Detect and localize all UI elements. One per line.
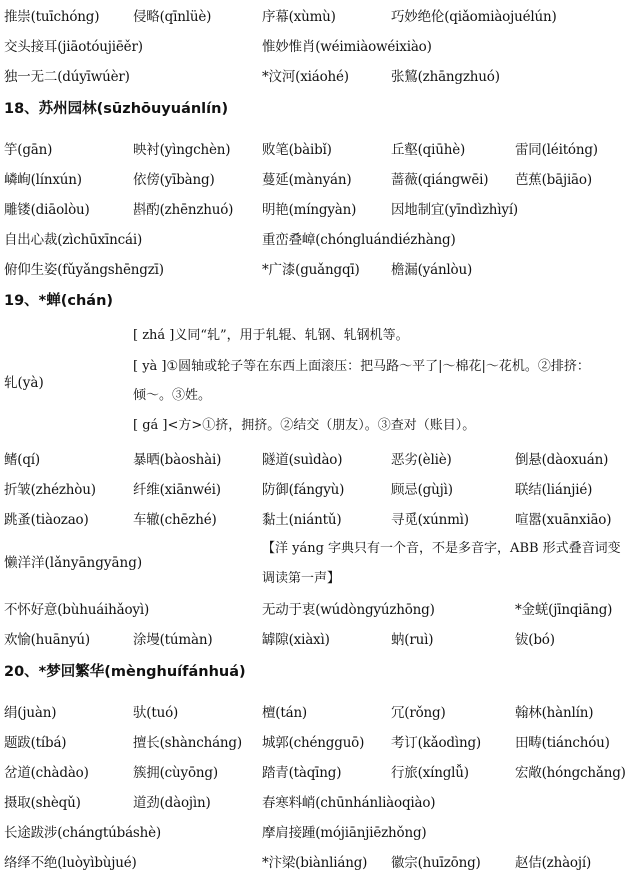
vocab-word: 檐漏(yánlòu) bbox=[391, 262, 473, 278]
section-18-heading: 18、苏州园林(sūzhōuyuánlín) bbox=[4, 101, 229, 117]
word-row bbox=[0, 473, 640, 503]
vocab-word: 暴晒(bàoshài) bbox=[133, 452, 222, 468]
vocab-word: 徽宗(huīzōng) bbox=[391, 855, 481, 871]
vocab-word: 长途跋涉(chángtúbáshè) bbox=[4, 825, 161, 841]
vocab-word: *汶河(xiáohé) bbox=[262, 69, 349, 85]
vocab-word: 重峦叠嶂(chóngluándiézhàng) bbox=[262, 232, 456, 248]
ya-definition-ya: [ yà ]①圆轴或轮子等在东西上面滚压：把马路～平了|～棉花|～花机。②排挤： bbox=[133, 359, 590, 374]
word-row bbox=[0, 253, 640, 283]
word-row bbox=[0, 193, 640, 223]
ya-definition-ga: [ gá ]<方>①挤，拥挤。②结交（朋友）。③查对（账目）。 bbox=[133, 418, 476, 433]
vocab-word: 欢愉(huānyú) bbox=[4, 632, 90, 648]
word-row bbox=[0, 503, 640, 533]
vocab-word: 摄取(shèqǔ) bbox=[4, 795, 81, 811]
vocab-word: 涂墁(túmàn) bbox=[133, 632, 213, 648]
vocab-word: 蚋(ruì) bbox=[391, 632, 434, 648]
vocab-word: 鳍(qí) bbox=[4, 452, 40, 468]
vocab-word: 蔷薇(qiángwēi) bbox=[391, 172, 489, 188]
vocab-word: 序幕(xùmù) bbox=[262, 9, 336, 25]
vocab-word: 隧道(suìdào) bbox=[262, 452, 343, 468]
vocab-word: 不怀好意(bùhuáihǎoyì) bbox=[4, 602, 150, 618]
vocab-word: 春寒料峭(chūnhánliàoqiào) bbox=[262, 795, 436, 811]
word-row bbox=[0, 623, 640, 653]
vocab-word: 城郭(chéngguō) bbox=[262, 735, 365, 751]
vocab-word: 张鶭(zhāngzhuó) bbox=[391, 69, 500, 85]
vocab-word: 明艳(míngyàn) bbox=[262, 202, 357, 218]
vocab-word: 考订(kǎodìng) bbox=[391, 735, 481, 751]
lanyangyang-note: 【洋 yáng 字典只有一个音，不是多音字，ABB 形式叠音词变 bbox=[262, 541, 621, 556]
vocab-word: 惟妙惟肖(wéimiàowéixiào) bbox=[262, 39, 432, 55]
vocab-word: 冗(rǒng) bbox=[391, 705, 446, 721]
vocab-word: 赵佶(zhàojí) bbox=[515, 855, 592, 871]
vocab-word: 因地制宜(yīndìzhìyí) bbox=[391, 202, 519, 218]
word-row bbox=[0, 30, 640, 60]
word-row bbox=[0, 443, 640, 473]
vocab-word: *广漆(guǎngqī) bbox=[262, 262, 360, 278]
vocab-word: 岔道(chàdào) bbox=[4, 765, 89, 781]
vocab-word: 恶劣(èliè) bbox=[391, 452, 452, 468]
vocab-word: 推崇(tuīchóng) bbox=[4, 9, 100, 25]
vocab-word: 丘壑(qiūhè) bbox=[391, 142, 466, 158]
vocab-word: 驮(tuó) bbox=[133, 705, 179, 721]
vocab-word: 踏青(tàqīng) bbox=[262, 765, 342, 781]
ya-word: 轧(yà) bbox=[4, 375, 44, 391]
vocab-word: 无动于衷(wúdòngyúzhōng) bbox=[262, 602, 435, 618]
word-row bbox=[0, 133, 640, 163]
vocab-word: 斟酌(zhēnzhuó) bbox=[133, 202, 234, 218]
vocab-word: 纤维(xiānwéi) bbox=[133, 482, 221, 498]
vocab-word: 宏敞(hóngchǎng) bbox=[515, 765, 626, 781]
vocab-word: 巧妙绝伦(qiǎomiàojuélún) bbox=[391, 9, 557, 25]
vocab-word: 蔓延(mànyán) bbox=[262, 172, 352, 188]
vocab-word: 防御(fángyù) bbox=[262, 482, 345, 498]
vocab-word: 侵略(qīnlüè) bbox=[133, 9, 212, 25]
vocab-word: 俯仰生姿(fǔyǎngshēngzī) bbox=[4, 262, 164, 278]
word-row bbox=[0, 223, 640, 253]
vocab-word: 败笔(bàibǐ) bbox=[262, 142, 332, 158]
vocab-word: 钹(bó) bbox=[515, 632, 555, 648]
word-row bbox=[0, 786, 640, 816]
vocab-word: 翰林(hànlín) bbox=[515, 705, 594, 721]
vocab-word: 映衬(yìngchèn) bbox=[133, 142, 231, 158]
vocab-word: 车辙(chēzhé) bbox=[133, 512, 217, 528]
vocab-word: 摩肩接踵(mójiānjiēzhǒng) bbox=[262, 825, 427, 841]
word-row bbox=[0, 696, 640, 726]
vocab-word: 倒悬(dàoxuán) bbox=[515, 452, 609, 468]
vocab-word: 题跋(tíbá) bbox=[4, 735, 67, 751]
vocab-word: *汴梁(biànliáng) bbox=[262, 855, 368, 871]
word-row bbox=[0, 593, 640, 623]
vocab-word: 嶙峋(línxún) bbox=[4, 172, 82, 188]
word-row bbox=[0, 163, 640, 193]
word-row bbox=[0, 756, 640, 786]
vocab-word: 雕镂(diāolòu) bbox=[4, 202, 90, 218]
word-row bbox=[0, 60, 640, 90]
vocab-word: 田畴(tiánchóu) bbox=[515, 735, 610, 751]
lanyangyang-word: 懒洋洋(lǎnyāngyāng) bbox=[4, 555, 143, 571]
vocab-word: 喧嚣(xuānxiāo) bbox=[515, 512, 612, 528]
vocab-word: *金蜣(jīnqiāng) bbox=[515, 602, 613, 618]
vocab-word: 络绎不绝(luòyìbùjué) bbox=[4, 855, 137, 871]
vocab-word: 芭蕉(bājiāo) bbox=[515, 172, 592, 188]
section-20-heading: 20、*梦回繁华(mènghuífánhuá) bbox=[4, 664, 246, 680]
ya-definition-zha: [ zhá ]义同“轧”，用于轧辊、轧钢、轧钢机等。 bbox=[133, 328, 409, 343]
vocab-word: 擅长(shàncháng) bbox=[133, 735, 242, 751]
vocab-word: 寻觅(xúnmì) bbox=[391, 512, 469, 528]
vocab-word: 交头接耳(jiāotóujiēěr) bbox=[4, 39, 143, 55]
vocab-word: 折皱(zhézhòu) bbox=[4, 482, 96, 498]
word-row bbox=[0, 0, 640, 30]
section-19-heading: 19、*蝉(chán) bbox=[4, 293, 114, 309]
vocab-word: 黏土(niántǔ) bbox=[262, 512, 342, 528]
lanyangyang-note-cont: 调读第一声】 bbox=[262, 571, 341, 586]
vocab-word: 绢(juàn) bbox=[4, 705, 57, 721]
word-row bbox=[0, 726, 640, 756]
word-row bbox=[0, 846, 640, 876]
word-row bbox=[0, 816, 640, 846]
ya-definition-ya-cont: 倾～。③姓。 bbox=[133, 388, 212, 403]
vocab-word: 联结(liánjié) bbox=[515, 482, 593, 498]
vocab-word: 竽(gān) bbox=[4, 142, 53, 158]
vocab-word: 道劲(dàojìn) bbox=[133, 795, 211, 811]
vocab-word: 檀(tán) bbox=[262, 705, 308, 721]
vocab-word: 顾忌(gùjì) bbox=[391, 482, 453, 498]
vocab-word: 罅隙(xiàxì) bbox=[262, 632, 330, 648]
vocab-word: 簇拥(cùyōng) bbox=[133, 765, 218, 781]
vocab-word: 行旅(xínglǚ) bbox=[391, 765, 469, 781]
vocab-word: 跳蚤(tiàozao) bbox=[4, 512, 89, 528]
vocab-word: 自出心裁(zìchūxīncái) bbox=[4, 232, 143, 248]
vocab-word: 独一无二(dúyīwúèr) bbox=[4, 69, 130, 85]
vocab-word: 雷同(léitóng) bbox=[515, 142, 598, 158]
vocab-word: 依傍(yībàng) bbox=[133, 172, 215, 188]
